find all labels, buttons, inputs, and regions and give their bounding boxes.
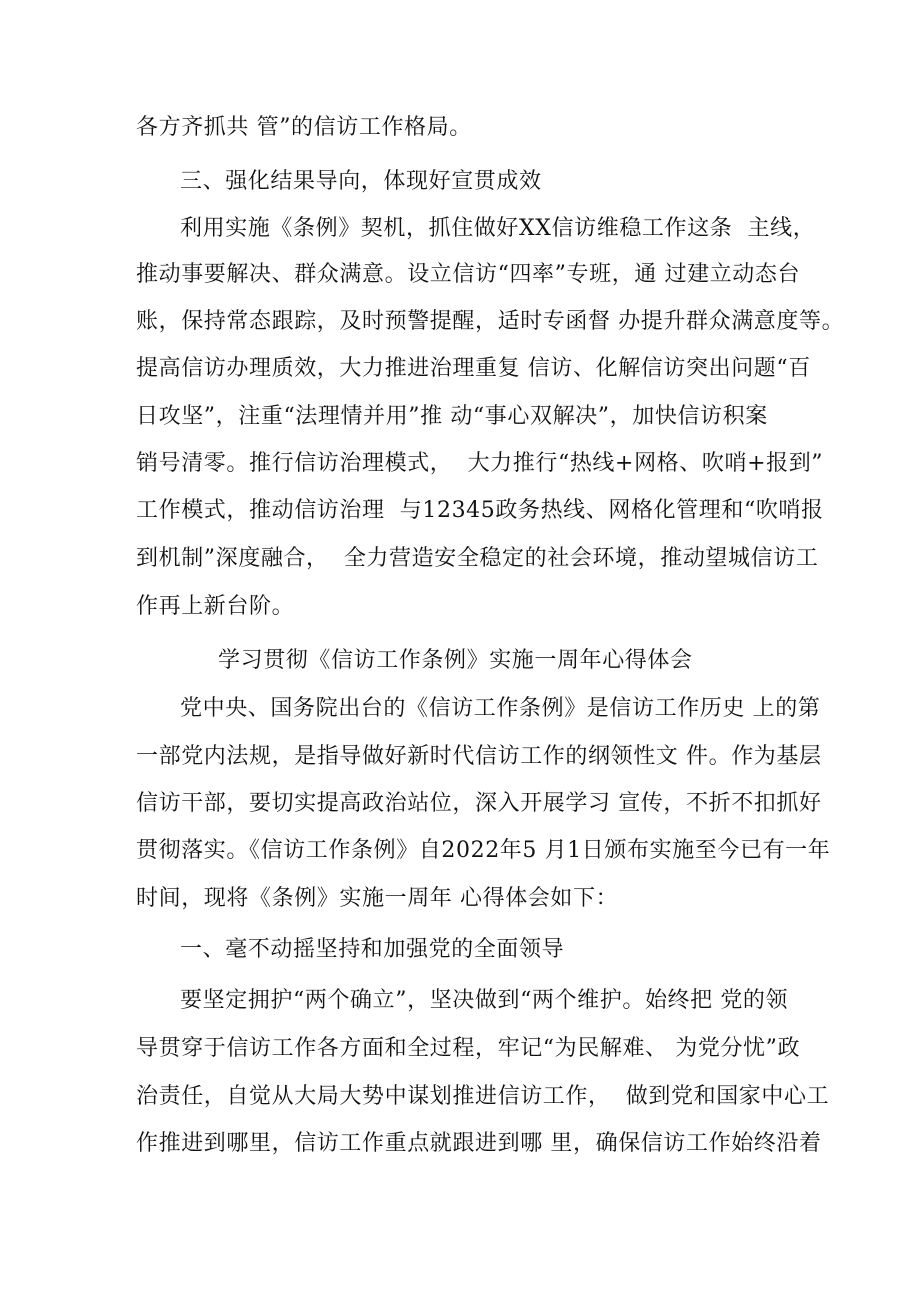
article-title: 学习贯彻《信访工作条例》实施一周年心得体会 xyxy=(218,648,693,673)
text-line: 党中央、国务院出台的《信访工作条例》是信访工作历史 上的第 xyxy=(180,696,821,721)
text-line: 销号清零。推行信访治理模式， 大力推行“热线+网格、吹哨+报到” xyxy=(136,451,824,476)
text-line: 到机制”深度融合， 全力营造安全稳定的社会环境，推动望城信访工 xyxy=(136,546,819,571)
section-heading: 一、毫不动摇坚持和加强党的全面领导 xyxy=(180,937,565,962)
text-line: 一部党内法规，是指导做好新时代信访工作的纲领性文 件。作为基层 xyxy=(136,744,822,769)
text-line: 信访干部，要切实提高政治站位，深入开展学习 宣传，不折不扣抓好 xyxy=(136,791,822,816)
text-line: 作再上新台阶。 xyxy=(136,594,295,619)
text-line: 作推进到哪里，信访工作重点就跟进到哪 里，确保信访工作始终沿着 xyxy=(136,1131,822,1156)
text-line: 贯彻落实。《信访工作条例》自2022年5 月1日颁布实施至今已有一年 xyxy=(136,838,831,863)
section-heading: 三、强化结果导向，体现好宣贯成效 xyxy=(180,169,542,194)
text-line: 导贯穿于信访工作各方面和全过程，牢记“为民解难、 为党分忧”政 xyxy=(136,1036,801,1061)
text-line: 利用实施《条例》契机，抓住做好XX信访维稳工作这条 主线， xyxy=(180,216,816,241)
text-line: 要坚定拥护“两个确立”，坚决做到“两个维护。始终把 党的领 xyxy=(180,988,789,1013)
text-line: 治责任，自觉从大局大势中谋划推进信访工作， 做到党和国家中心工 xyxy=(136,1084,830,1109)
text-line: 工作模式，推动信访治理 与12345政务热线、网格化管理和“吹哨报 xyxy=(136,498,824,523)
text-line: 日攻坚”，注重“法理情并用”推 动“事心双解决”，加快信访积案 xyxy=(136,404,768,429)
text-line: 账，保持常态跟踪，及时预警提醒，适时专函督 办提升群众满意度等。 xyxy=(136,309,845,334)
text-line: 时间，现将《条例》实施一周年 心得体会如下： xyxy=(136,886,619,911)
text-line: 各方齐抓共 管”的信访工作格局。 xyxy=(136,115,472,140)
text-line: 提高信访办理质效，大力推进治理重复 信访、化解信访突出问题“百 xyxy=(136,356,811,381)
text-line: 推动事要解决、群众满意。设立信访“四率”专班，通 过建立动态台 xyxy=(136,262,801,287)
